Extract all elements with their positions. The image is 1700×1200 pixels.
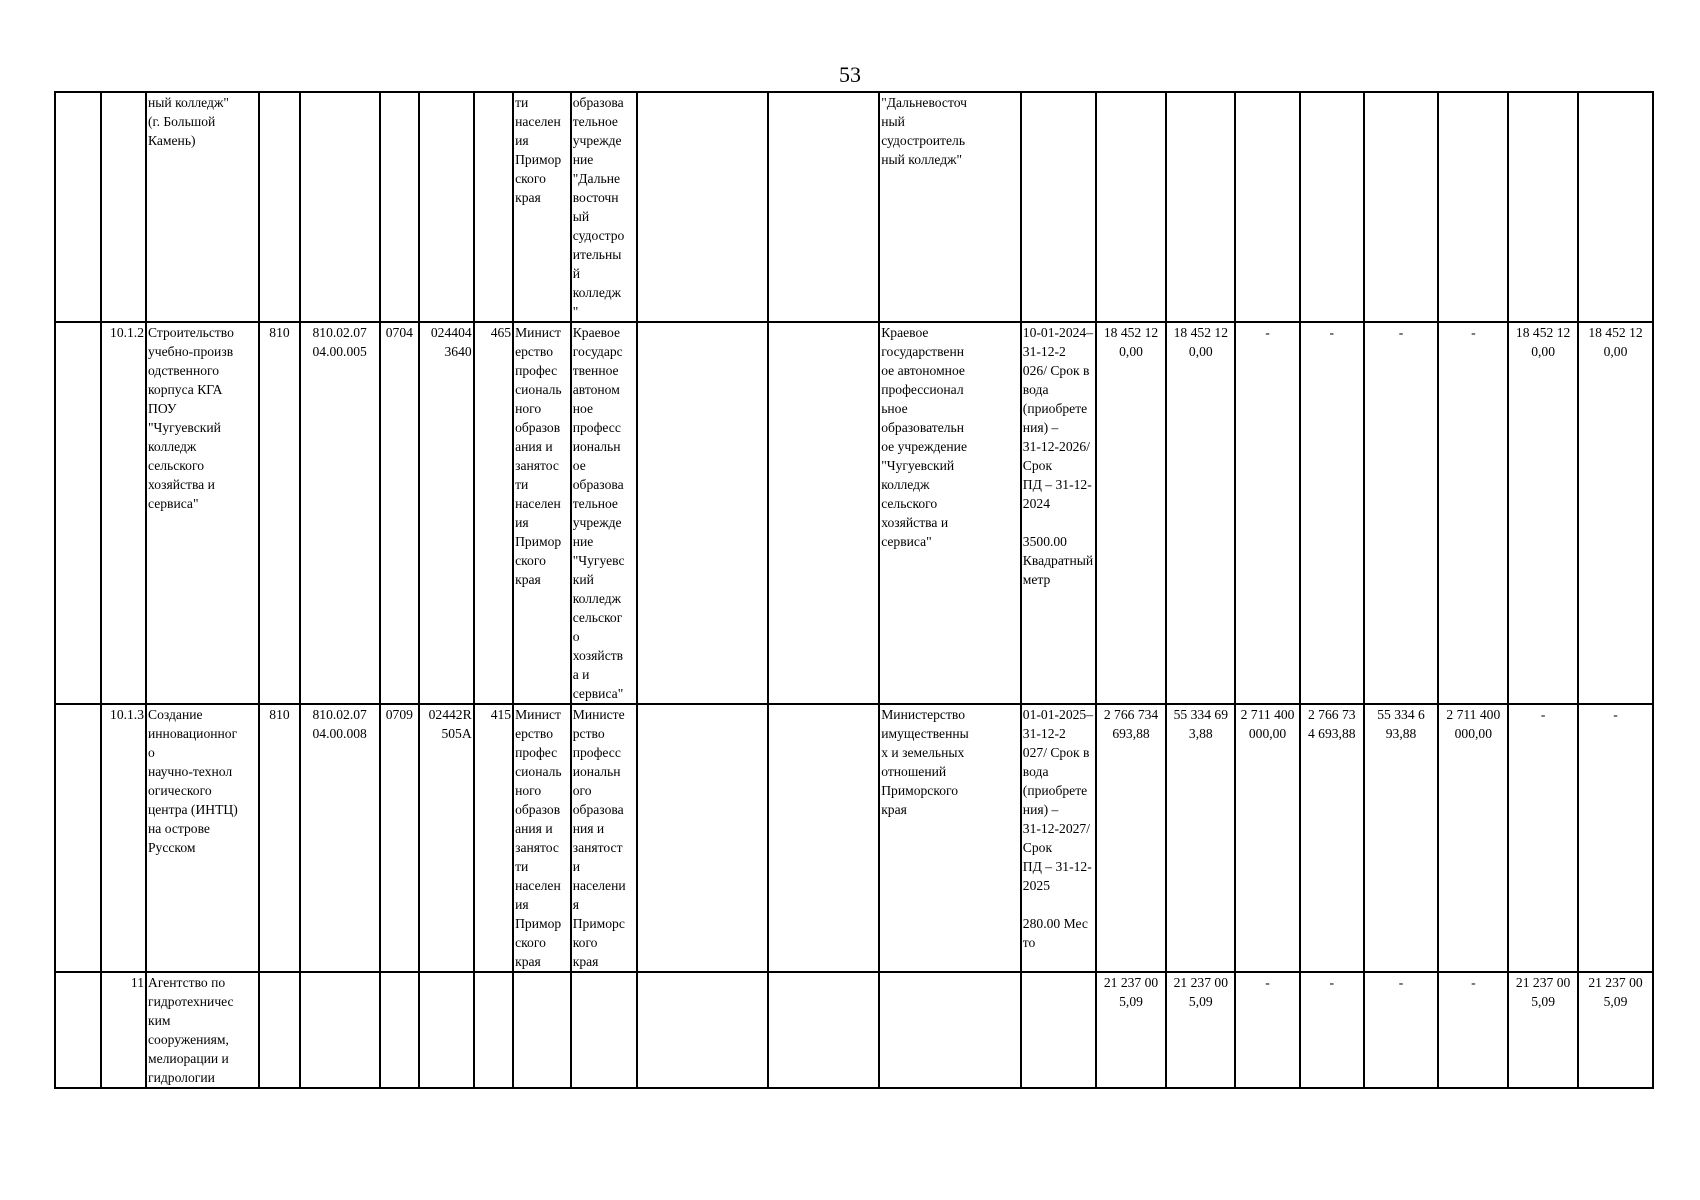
grbs-code: 810 xyxy=(259,704,299,972)
governing-body xyxy=(513,972,571,1088)
object-name: Создание инновационног о научно-технол огического центра (ИНТЦ) на острове Русском xyxy=(146,704,259,972)
grbs-code: 810 xyxy=(259,322,299,704)
blank-column xyxy=(637,972,767,1088)
grbs-code xyxy=(259,92,299,322)
customer: Краевое государс твенное автоном ное професс иональн ое образова тельное учрежде ние "Чугуевс кий колледж сельског о хозяйств а и сервиса" xyxy=(571,322,638,704)
budget-table xyxy=(54,91,1654,1089)
governing-body: ти населен ия Примор ского края xyxy=(513,92,571,322)
target-article: 02442R 505А xyxy=(419,704,474,972)
table-row xyxy=(55,322,1653,704)
empty-column xyxy=(768,92,879,322)
target-article xyxy=(419,92,474,322)
blank-column xyxy=(637,92,767,322)
amount-5: 55 334 6 93,88 xyxy=(1364,704,1439,972)
amount-8: 21 237 00 5,09 xyxy=(1578,972,1653,1088)
expense-type xyxy=(474,972,513,1088)
amount-2: 21 237 00 5,09 xyxy=(1166,972,1235,1088)
builder xyxy=(879,972,1021,1088)
table-row xyxy=(55,92,1653,322)
expense-type xyxy=(474,92,513,322)
object-code xyxy=(300,92,380,322)
amount-2: 18 452 12 0,00 xyxy=(1166,322,1235,704)
amount-7: - xyxy=(1508,704,1578,972)
amount-4: - xyxy=(1300,322,1364,704)
amount-1: 2 766 734 693,88 xyxy=(1096,704,1167,972)
amount-6: 2 711 400 000,00 xyxy=(1438,704,1508,972)
builder: Краевое государственн ое автономное профессионал ьное образовательн ое учреждение "Чугуевский колледж сельского хозяйства и сервиса" xyxy=(879,322,1021,704)
target-article: 024404 3640 xyxy=(419,322,474,704)
period-capacity: 10-01-2024–31-12-2 026/ Срок ввода (приобретения) – 31-12-2026/ Срок ПД – 31-12-2024 3500.00 Квадратный метр xyxy=(1021,322,1096,704)
target-article xyxy=(419,972,474,1088)
amount-7: 18 452 12 0,00 xyxy=(1508,322,1578,704)
amount-3 xyxy=(1235,92,1300,322)
amount-4: - xyxy=(1300,972,1364,1088)
amount-7: 21 237 00 5,09 xyxy=(1508,972,1578,1088)
section-code xyxy=(380,972,419,1088)
object-code xyxy=(300,972,380,1088)
amount-5: - xyxy=(1364,972,1439,1088)
amount-8: - xyxy=(1578,704,1653,972)
amount-6 xyxy=(1438,92,1508,322)
blank-column xyxy=(637,322,767,704)
row-number xyxy=(101,92,147,322)
row-number: 10.1.2 xyxy=(101,322,147,704)
amount-3: 2 711 400 000,00 xyxy=(1235,704,1300,972)
period-capacity xyxy=(1021,972,1096,1088)
expense-type: 415 xyxy=(474,704,513,972)
amount-4 xyxy=(1300,92,1364,322)
amount-2: 55 334 69 3,88 xyxy=(1166,704,1235,972)
amount-8 xyxy=(1578,92,1653,322)
object-code: 810.02.07 04.00.008 xyxy=(300,704,380,972)
amount-6: - xyxy=(1438,972,1508,1088)
section-code xyxy=(380,92,419,322)
amount-5: - xyxy=(1364,322,1439,704)
table-row xyxy=(55,704,1653,972)
builder: Министерство имущественны х и земельных отношений Приморского края xyxy=(879,704,1021,972)
table-row xyxy=(55,972,1653,1088)
period-capacity xyxy=(1021,92,1096,322)
object-name: Строительство учебно-произв одственного корпуса КГА ПОУ "Чугуевский колледж сельского хозяйства и сервиса" xyxy=(146,322,259,704)
object-name: ный колледж" (г. Большой Камень) xyxy=(146,92,259,322)
expense-type: 465 xyxy=(474,322,513,704)
period-capacity: 01-01-2025–31-12-2 027/ Срок ввода (приобретения) – 31-12-2027/ Срок ПД – 31-12-2025 280.00 Место xyxy=(1021,704,1096,972)
empty-column xyxy=(768,704,879,972)
builder: "Дальневосточ ный судостроитель ный колледж" xyxy=(879,92,1021,322)
object-code: 810.02.07 04.00.005 xyxy=(300,322,380,704)
customer xyxy=(571,972,638,1088)
index-blank xyxy=(55,972,101,1088)
amount-3: - xyxy=(1235,322,1300,704)
index-blank xyxy=(55,92,101,322)
empty-column xyxy=(768,972,879,1088)
row-number: 10.1.3 xyxy=(101,704,147,972)
amount-4: 2 766 73 4 693,88 xyxy=(1300,704,1364,972)
customer: образова тельное учрежде ние "Дальне восточн ый судостро ительны й колледж " xyxy=(571,92,638,322)
blank-column xyxy=(637,704,767,972)
section-code: 0704 xyxy=(380,322,419,704)
amount-7 xyxy=(1508,92,1578,322)
grbs-code xyxy=(259,972,299,1088)
empty-column xyxy=(768,322,879,704)
index-blank xyxy=(55,704,101,972)
section-code: 0709 xyxy=(380,704,419,972)
amount-1 xyxy=(1096,92,1167,322)
amount-1: 18 452 12 0,00 xyxy=(1096,322,1167,704)
governing-body: Минист ерство профес сиональ ного образов ания и занятос ти населен ия Примор ского края xyxy=(513,322,571,704)
amount-1: 21 237 00 5,09 xyxy=(1096,972,1167,1088)
amount-5 xyxy=(1364,92,1439,322)
amount-8: 18 452 12 0,00 xyxy=(1578,322,1653,704)
page-number: 53 xyxy=(839,62,861,87)
amount-2 xyxy=(1166,92,1235,322)
index-blank xyxy=(55,322,101,704)
row-number: 11 xyxy=(101,972,147,1088)
customer: Министе рство професс иональн ого образова ния и занятост и населени я Приморс кого края xyxy=(571,704,638,972)
object-name: Агентство по гидротехничес ким сооружениям, мелиорации и гидрологии xyxy=(146,972,259,1088)
governing-body: Минист ерство профес сиональ ного образов ания и занятос ти населен ия Примор ского края xyxy=(513,704,571,972)
amount-6: - xyxy=(1438,322,1508,704)
amount-3: - xyxy=(1235,972,1300,1088)
